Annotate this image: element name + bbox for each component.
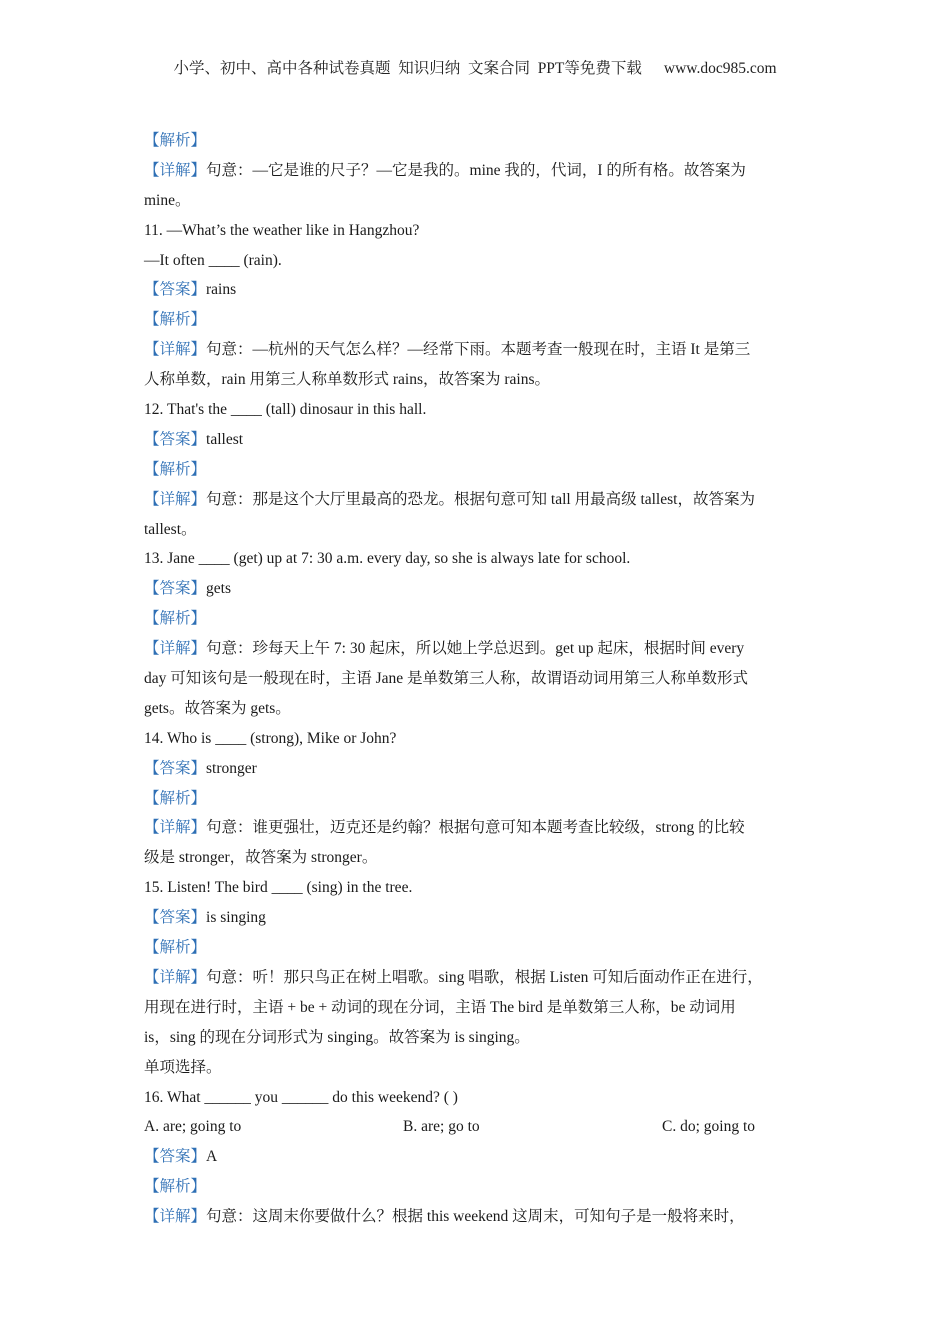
detail-tag: 【详解】 <box>144 640 207 658</box>
detail-line <box>144 365 808 395</box>
header-text: 小学、初中、高中各种试卷真题 知识归纳 文案合同 PPT等免费下载 <box>173 60 642 77</box>
analysis-line <box>144 305 808 335</box>
detail-line <box>144 335 808 365</box>
analysis-line <box>144 126 808 156</box>
answer-tag: 【答案】 <box>144 281 207 299</box>
answer-line <box>144 425 808 455</box>
header-site[interactable]: www.doc985.com <box>663 60 777 77</box>
detail-text: 句意：—它是谁的尺子？—它是我的。mine 我的，代词，I 的所有格。故答案为 <box>206 161 746 179</box>
answer-text: rains <box>206 281 237 299</box>
answer-line <box>144 1142 808 1172</box>
option-a: A. are; going to <box>144 1118 242 1136</box>
answer-tag: 【答案】 <box>144 430 207 448</box>
detail-line <box>144 634 808 664</box>
detail-line <box>144 963 808 993</box>
question-14: 14. Who is ____ (strong), Mike or John? <box>144 729 397 747</box>
answer-text: stronger <box>206 759 257 777</box>
detail-tag: 【详解】 <box>144 968 207 986</box>
answer-tag: 【答案】 <box>144 580 207 598</box>
analysis-tag: 【解析】 <box>144 311 207 329</box>
detail-text: 句意：听！那只鸟正在树上唱歌。sing 唱歌，根据 Listen 可知后面动作正在进行， <box>206 968 763 986</box>
detail-line <box>144 843 808 873</box>
detail-line <box>144 813 808 843</box>
answer-line <box>144 754 808 784</box>
detail-text: 句意：谁更强壮，迈克还是约翰？根据句意可知本题考查比较级，strong 的比较 <box>206 819 745 837</box>
detail-line <box>144 664 808 694</box>
analysis-tag: 【解析】 <box>144 789 207 807</box>
detail-text: day 可知该句是一般现在时，主语 Jane 是单数第三人称，故谓语动词用第三人称单数形式 <box>144 670 749 688</box>
question-15: 15. Listen! The bird ____ (sing) in the tree. <box>144 879 413 897</box>
question-11: 11. —What’s the weather like in Hangzhou? <box>144 221 420 239</box>
detail-line <box>144 993 808 1023</box>
detail-tag: 【详解】 <box>144 1208 207 1226</box>
question-16-options <box>144 1112 808 1142</box>
question-13: 13. Jane ____ (get) up at 7: 30 a.m. every day, so she is always late for school. <box>144 550 631 568</box>
analysis-line <box>144 604 808 634</box>
detail-text: 用现在进行时，主语 + be + 动词的现在分词，主语 The bird 是单数第三人称，be 动词用 <box>144 998 736 1016</box>
question-16: 16. What ______ you ______ do this weekend? ( ) <box>144 1088 458 1106</box>
detail-text: tallest。 <box>144 520 197 538</box>
answer-text: gets <box>206 580 231 598</box>
detail-line <box>144 515 808 545</box>
detail-line <box>144 485 808 515</box>
analysis-tag: 【解析】 <box>144 132 207 149</box>
detail-text: 句意：这周末你要做什么？根据 this weekend 这周末，可知句子是一般将来时， <box>206 1208 745 1226</box>
answer-line <box>144 574 808 604</box>
analysis-tag: 【解析】 <box>144 1178 207 1196</box>
detail-text: 句意：那是这个大厅里最高的恐龙。根据句意可知 tall 用最高级 tallest，故答案为 <box>206 490 755 508</box>
answer-text: tallest <box>206 430 244 448</box>
detail-tag: 【详解】 <box>144 341 207 359</box>
analysis-line <box>144 1172 808 1202</box>
section-heading: 单项选择。 <box>144 1058 222 1076</box>
analysis-tag: 【解析】 <box>144 460 207 478</box>
question-12: 12. That's the ____ (tall) dinosaur in this hall. <box>144 401 427 419</box>
answer-line <box>144 275 808 305</box>
detail-text: 句意：—杭州的天气怎么样？—经常下雨。本题考查一般现在时，主语 It 是第三 <box>206 341 751 359</box>
analysis-line <box>144 784 808 814</box>
detail-line <box>144 1202 808 1232</box>
detail-text: is，sing 的现在分词形式为 singing。故答案为 is singing。 <box>144 1028 530 1046</box>
analysis-tag: 【解析】 <box>144 610 207 628</box>
detail-text: 人称单数，rain 用第三人称单数形式 rains，故答案为 rains。 <box>144 371 550 389</box>
option-c: C. do; going to <box>662 1118 756 1136</box>
answer-tag: 【答案】 <box>144 1148 207 1166</box>
detail-text: 级是 stronger，故答案为 stronger。 <box>144 849 378 867</box>
analysis-line <box>144 455 808 485</box>
page-header <box>0 56 950 78</box>
detail-tag: 【详解】 <box>144 490 207 508</box>
analysis-tag: 【解析】 <box>144 939 207 957</box>
document-body <box>144 126 808 1232</box>
detail-line <box>144 156 808 186</box>
detail-text: mine。 <box>144 191 191 209</box>
detail-tag: 【详解】 <box>144 161 207 179</box>
answer-text: is singing <box>206 909 266 927</box>
detail-line <box>144 186 808 216</box>
answer-line <box>144 903 808 933</box>
detail-line <box>144 1023 808 1053</box>
detail-tag: 【详解】 <box>144 819 207 837</box>
option-b: B. are; go to <box>403 1118 480 1136</box>
answer-tag: 【答案】 <box>144 909 207 927</box>
question-11-line-2: —It often ____ (rain). <box>144 251 282 269</box>
analysis-line <box>144 933 808 963</box>
detail-text: gets。故答案为 gets。 <box>144 699 291 717</box>
detail-line <box>144 694 808 724</box>
detail-text: 句意：珍每天上午 7: 30 起床，所以她上学总迟到。get up 起床，根据时间 every <box>206 640 745 658</box>
answer-text: A <box>206 1148 218 1166</box>
answer-tag: 【答案】 <box>144 759 207 777</box>
